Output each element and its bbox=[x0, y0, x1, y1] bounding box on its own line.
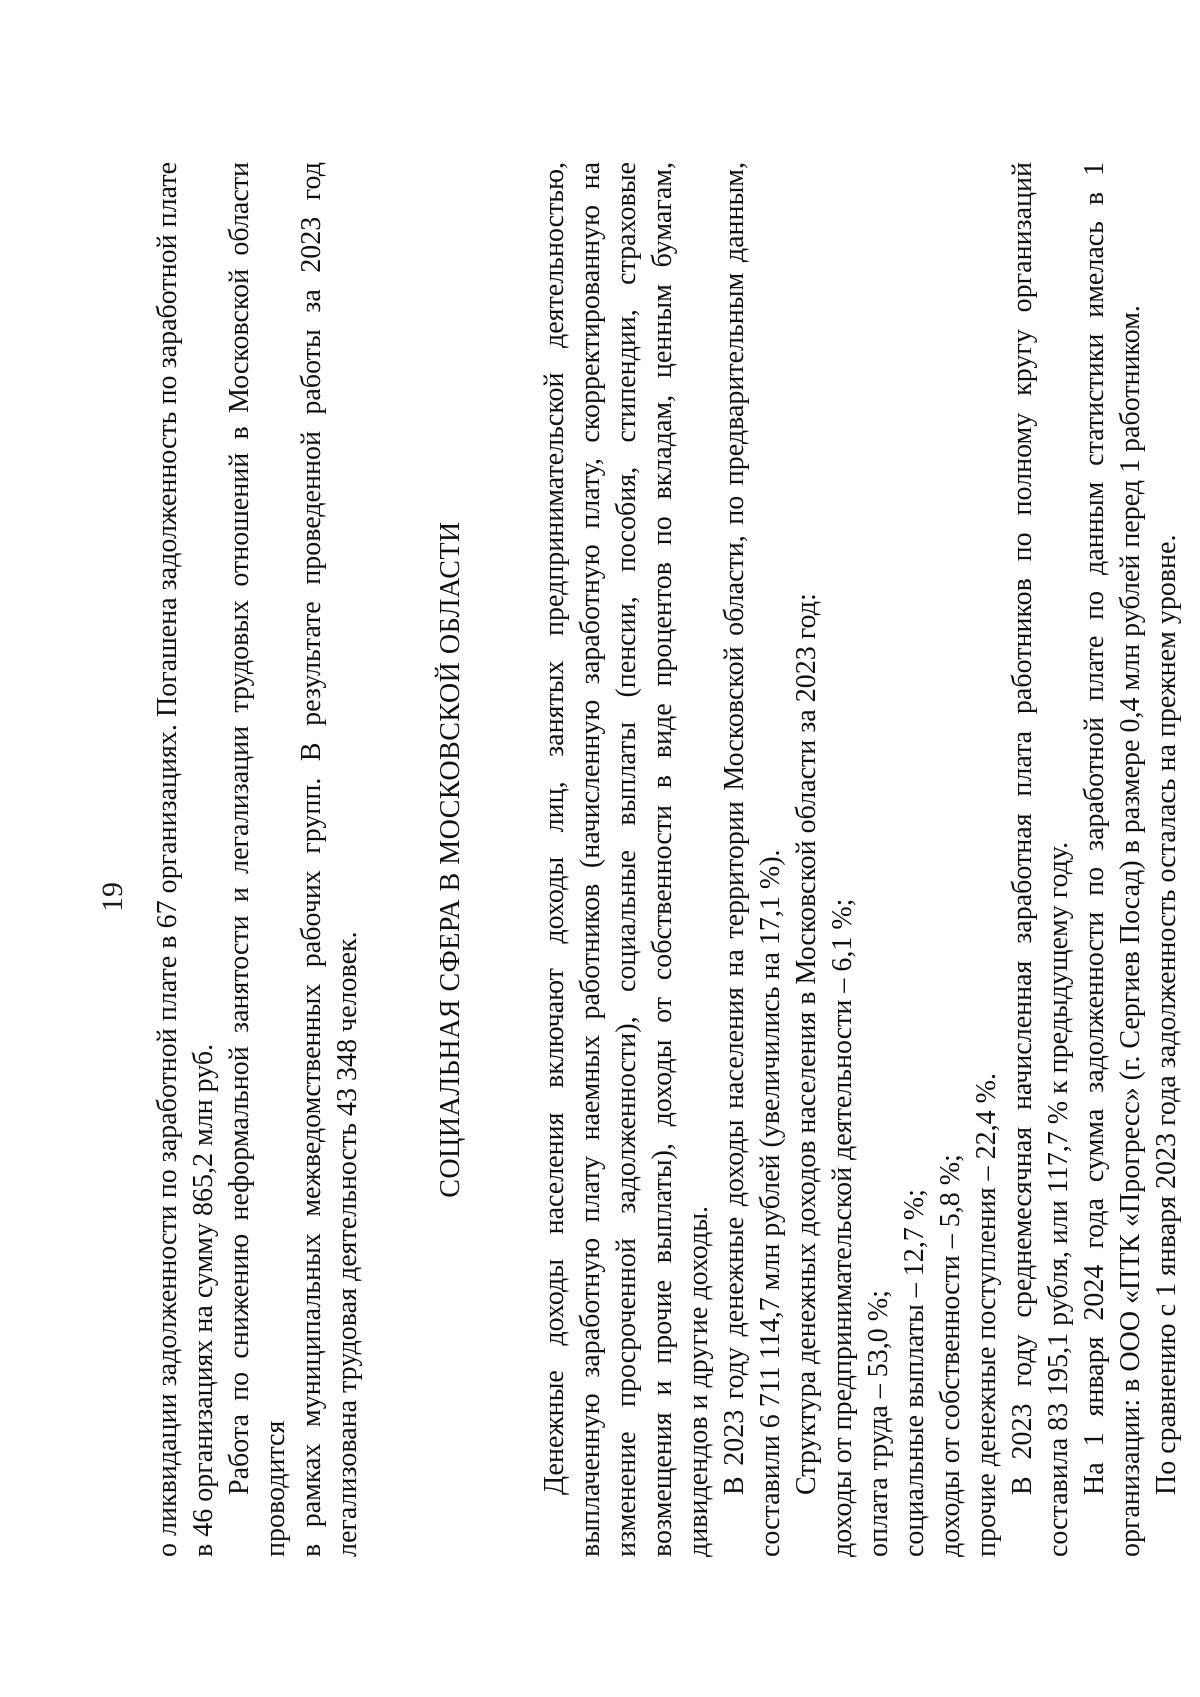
rotated-page bbox=[48, 97, 1200, 1697]
paragraph-average-salary: В 2023 году среднемесячная начисленная заработная плата работников по полному кругу организаций составила 83 195,1 рубля, или 117,7 % к предыдущему году. bbox=[1007, 162, 1074, 1557]
paragraph-wage-debt-liquidation: о ликвидации задолженности по заработной плате в 67 организациях. Погашена задолженность по заработной плате в 46 организациях на сумму 865,2 млн руб. bbox=[152, 162, 219, 1557]
page-number: 19 bbox=[96, 882, 129, 912]
list-item-social-payments: социальные выплаты – 12,7 %; bbox=[899, 1189, 930, 1557]
paragraph-informal-employment: Работа по снижению неформальной занятости и легализации трудовых отношений в Московской области проводится bbox=[224, 162, 291, 1557]
paragraph-working-groups: в рамках муниципальных межведомственных рабочих групп. В результате проведенной работы за 2023 год легализована трудовая деятельность 43 348 человек. bbox=[296, 162, 363, 1557]
list-item-wages: оплата труда – 53,0 %; bbox=[863, 1290, 894, 1557]
list-item-property-income: доходы от собственности – 5,8 %; bbox=[935, 1154, 966, 1557]
list-item-other-receipts: прочие денежные поступления – 22,4 %. bbox=[971, 1073, 1002, 1557]
list-item-entrepreneurship: доходы от предпринимательской деятельности – 6,1 %; bbox=[827, 898, 858, 1557]
paragraph-income-structure: Структура денежных доходов населения в Московской области за 2023 год: bbox=[791, 593, 822, 1495]
paragraph-income-definition: Денежные доходы населения включают доходы лиц, занятых предпринимательской деятельностью, выплаченную заработную плату наемных работников (начисленную заработную плату, скорректированную на изменение просроченной задолженности), социальные выплаты (пенсии, пособия, стипендии, страховые возмещения и прочие выплаты), доходы от собственности в виде процентов по вкладам, ценным бумагам, дивидендов и другие доходы. bbox=[539, 162, 714, 1557]
section-heading: СОЦИАЛЬНАЯ СФЕРА В МОСКОВСКОЙ ОБЛАСТИ bbox=[435, 521, 466, 1198]
paragraph-comparison: По сравнению с 1 января 2023 года задолженность осталась на прежнем уровне. bbox=[1151, 534, 1182, 1495]
paragraph-income-total: В 2023 году денежные доходы населения на территории Московской области, по предварительным данным, составили 6 711 114,7 млн рублей (увеличились на 17,1 %). bbox=[719, 162, 786, 1557]
document-body bbox=[150, 162, 1185, 1557]
paragraph-wage-arrears: На 1 января 2024 года сумма задолженности по заработной плате по данным статистики имелась в 1 организации: в ООО «ПТК «Прогресс» (г. Сергиев Посад) в размере 0,4 млн рублей перед 1 работником. bbox=[1079, 162, 1146, 1557]
